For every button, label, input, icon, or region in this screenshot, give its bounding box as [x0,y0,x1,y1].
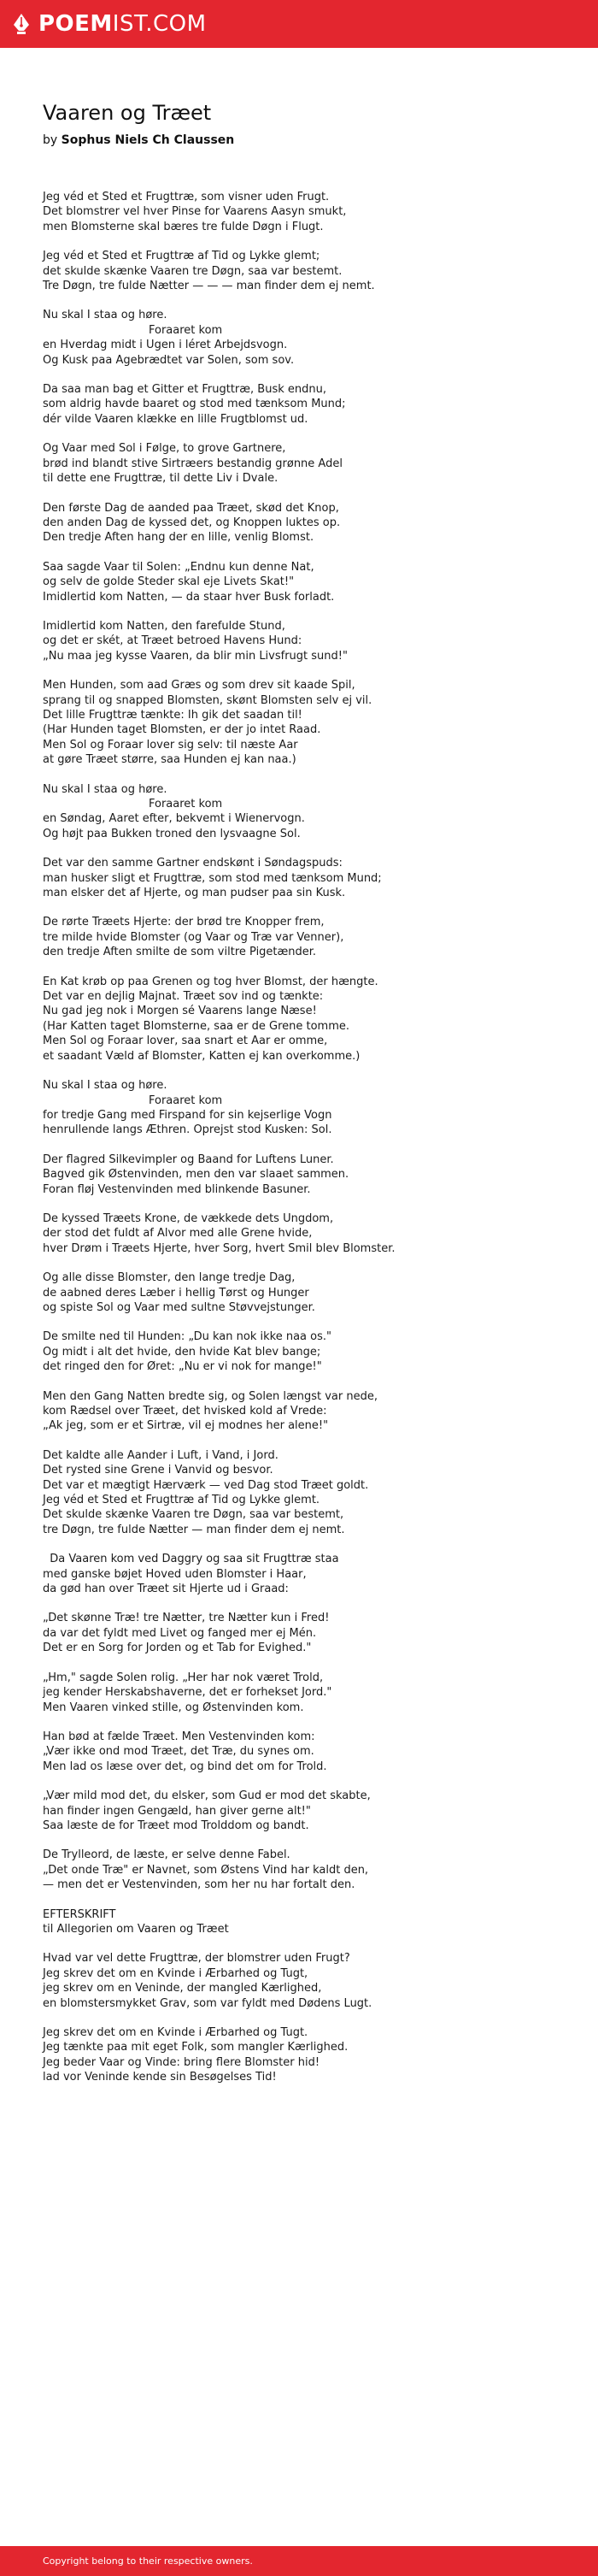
poem-line: Der flagred Silkevimpler og Baand for Luftens Luner. [43,1152,334,1166]
poem-line: Jeg skrev det om en Kvinde i Ærbarhed og Tugt. [43,2026,308,2039]
poem-line: Foran fløj Vestenvinden med blinkende Basuner. [43,1182,311,1196]
poem-line: Det var en dejlig Majnat. Træet sov ind og tænkte: [43,990,324,1004]
site-header [0,0,598,48]
poem-stanza [43,2025,555,2085]
poem-stanza [43,915,555,959]
poem-line: den tredje Aften smilte de som viltre Pigetænder. [43,946,317,959]
poem-line: og selv de golde Steder skal eje Livets Skat!" [43,575,295,589]
poem-line: „Hm," sagde Solen rolig. „Her har nok været Trold, [43,1671,324,1684]
poem-line: jeg kender Herskabshaverne, det er forhekset Jord." [43,1686,332,1700]
poem-title: Vaaren og Træet [43,101,212,125]
poem-line: kom Rædsel over Træet, det hvisked kold af Vrede: [43,1405,327,1418]
poem-stanza [43,1611,555,1655]
poem-line: der stod det fuldt af Alvor med alle Grene hvide, [43,1227,313,1241]
poem-line: Da saa man bag et Gitter et Frugttræ, Busk endnu, [43,383,326,397]
poem-line: Han bød at fælde Træet. Men Vestenvinden kom: [43,1730,315,1743]
poem-line: at gøre Træet større, saa Hunden ej kan naa.) [43,753,296,767]
poem-line: Det var den samme Gartner endskønt i Søndagspuds: [43,857,343,870]
poem-line: Og Vaar med Sol i Følge, to grove Gartnere, [43,442,286,456]
poem-line: en blomstersmykket Grav, som var fyldt med Dødens Lugt. [43,1996,372,2010]
poem-line: (Har Hunden taget Blomsten, er der jo intet Raad. [43,723,321,737]
poem-line: Saa læste de for Træet mod Trolddom og bandt. [43,1819,309,1832]
poem-line: Foraaret kom [43,1093,223,1107]
poem-line: Foraaret kom [43,798,223,811]
poem-line: Den første Dag de aanded paa Træet, skød det Knop, [43,501,339,515]
author-link[interactable]: Sophus Niels Ch Claussen [61,133,235,147]
poem-line: Imidlertid kom Natten, — da staar hver Busk forladt. [43,590,335,604]
poem-stanza [43,782,555,842]
poem-stanza [43,190,555,234]
poem-line: da var det fyldt med Livet og fanged mer ej Mén. [43,1626,317,1640]
poem-line: Den tredje Aften hang der en lille, venlig Blomst. [43,531,314,545]
poem-line: Nu gad jeg nok i Morgen sé Vaarens lange Næse! [43,1005,317,1018]
poem-line: (Har Katten taget Blomsterne, saa er de Grene tomme. [43,1019,349,1033]
poem-line: „Vær ikke ond mod Træet, det Træ, du synes om. [43,1745,314,1759]
poem-line: Imidlertid kom Natten, den farefulde Stund, [43,619,285,633]
poem-line: han finder ingen Gengæld, han giver gerne alt!" [43,1804,311,1818]
poem-line: tre milde hvide Blomster (og Vaar og Træ var Venner), [43,930,344,944]
poem-stanza [43,975,555,1064]
poem-line: Det blomstrer vel hver Pinse for Vaarens Aasyn smukt, [43,205,347,219]
poem-stanza [43,1270,555,1315]
poem-stanza [43,1211,555,1256]
poem-line: Men Hunden, som aad Græs og som drev sit kaade Spil, [43,679,355,693]
poem-line: Men Sol og Foraar lover sig selv: til næste Aar [43,738,298,752]
poem-line: Bagved gik Østenvinden, men den var slaaet sammen. [43,1168,349,1182]
poem-line: den anden Dag de kyssed det, og Knoppen luktes op. [43,516,341,529]
site-logo[interactable] [12,11,207,37]
logo-text-light: IST.COM [112,11,207,37]
poem-line: Hvad var vel dette Frugttræ, der blomstrer uden Frugt? [43,1952,350,1966]
poem-line: til Allegorien om Vaaren og Træet [43,1922,229,1936]
poem-stanza [43,1448,555,1537]
poem-line: dér vilde Vaaren klække en lille Frugtblomst ud. [43,412,308,426]
pen-nib-icon [12,13,31,35]
poem-line: de aabned deres Læber i hellig Tørst og Hunger [43,1286,309,1300]
poem-line: et saadant Væld af Blomster, Katten ej kan overkomme.) [43,1049,361,1063]
poem-line: Jeg véd et Sted et Frugttræ af Tid og Lykke glemt; [43,250,320,263]
poem-line: Det lille Frugttræ tænkte: Ih gik det saadan til! [43,708,302,722]
poem-line: — men det er Vestenvinden, som her nu har fortalt den. [43,1878,355,1892]
poem-line: med ganske bøjet Hoved uden Blomster i Haar, [43,1567,307,1581]
poem-line: Og højt paa Bukken troned den lysvaagne Sol. [43,827,301,840]
poem-line: Det kaldte alle Aander i Luft, i Vand, i Jord. [43,1448,278,1462]
poem-line: Jeg tænkte paa mit eget Folk, som mangler Kærlighed. [43,2041,349,2054]
poem-line: „Ak jeg, som er et Sirtræ, vil ej modnes her alene!" [43,1419,329,1433]
poem-line: brød ind blandt stive Sirtræers bestandig grønne Adel [43,457,343,470]
poem-line: man husker sligt et Frugttræ, som stod med tænksom Mund; [43,871,382,885]
poem-line: hver Drøm i Træets Hjerte, hver Sorg, hvert Smil blev Blomster. [43,1241,396,1255]
poem-stanza [43,1329,555,1374]
poem-line: Jeg véd et Sted et Frugttræ af Tid og Lykke glemt. [43,1494,320,1507]
poem-stanza [43,856,555,900]
poem-stanza [43,1552,555,1596]
poem-line: man elsker det af Hjerte, og man pudser paa sin Kusk. [43,887,346,900]
poem-line: „Nu maa jeg kysse Vaaren, da blir min Livsfrugt sund!" [43,649,348,663]
poem-line: De smilte ned til Hunden: „Du kan nok ikke naa os." [43,1330,331,1344]
poem-stanza [43,1789,555,1833]
poem-line: De rørte Træets Hjerte: der brød tre Knopper frem, [43,916,325,929]
poem-stanza [43,1951,555,2011]
poem-body [43,190,555,2085]
poem-stanza [43,501,555,545]
poem-line: Nu skal I staa og høre. [43,309,167,322]
poem-line: sprang til og snapped Blomsten, skønt Blomsten selv ej vil. [43,693,372,707]
poem-line: en Søndag, Aaret efter, bekvemt i Wienervogn. [43,812,305,826]
poem-line: tre Døgn, tre fulde Nætter — man finder dem ej nemt. [43,1523,345,1536]
poem-line: det ringed den for Øret: „Nu er vi nok for mange!" [43,1360,322,1374]
poem-stanza [43,308,555,368]
poem-line: Jeg beder Vaar og Vinde: bring flere Blomster hid! [43,2055,320,2069]
poem-line: En Kat krøb op paa Grenen og tog hver Blomst, der hængte. [43,975,378,988]
poem-line: og det er skét, at Træet betroed Havens Hund: [43,634,302,648]
poem-stanza [43,678,555,767]
poem-line: Jeg véd et Sted et Frugttræ, som visner uden Frugt. [43,191,330,203]
by-label: by [43,133,58,147]
poem-line: Nu skal I staa og høre. [43,782,167,796]
poem-line: Det rysted sine Grene i Vanvid og besvor. [43,1464,273,1477]
poem-line: „Det onde Træ" er Navnet, som Østens Vind har kaldt den, [43,1863,369,1877]
poem-stanza [43,382,555,427]
poem-line: „Vær mild mod det, du elsker, som Gud er mod det skabte, [43,1789,371,1803]
poem-line: Det var et mægtigt Hærværk — ved Dag stod Træet goldt. [43,1478,369,1492]
poem-line: Da Vaaren kom ved Daggry og saa sit Frugttræ staa [43,1553,339,1566]
poem-line: Tre Døgn, tre fulde Nætter — — — man finder dem ej nemt. [43,280,375,293]
poem-line: Og alle disse Blomster, den lange tredje Dag, [43,1271,296,1285]
copyright-text: Copyright belong to their respective owners. [43,2555,253,2567]
poem-line: for tredje Gang med Firspand for sin kejserlige Vogn [43,1108,332,1122]
poem-line: Foraaret kom [43,323,223,337]
poem-line: lad vor Veninde kende sin Besøgelses Tid! [43,2071,277,2084]
poem-line: henrullende langs Æthren. Oprejst stod Kusken: Sol. [43,1123,332,1137]
poem-stanza [43,1848,555,1892]
poem-line: til dette ene Frugttræ, til dette Liv i Dvale. [43,472,278,486]
poem-line: da gød han over Træet sit Hjerte ud i Graad: [43,1583,289,1596]
poem-line: Men Vaaren vinked stille, og Østenvinden kom. [43,1701,304,1714]
poem-stanza [43,619,555,663]
byline [43,132,555,149]
poem-line: Nu skal I staa og høre. [43,1079,167,1093]
poem-stanza [43,1730,555,1774]
poem-line: „Det skønne Træ! tre Nætter, tre Nætter kun i Fred! [43,1612,330,1625]
poem-stanza [43,1907,555,1937]
site-footer [0,2546,598,2576]
poem-line: det skulde skænke Vaaren tre Døgn, saa var bestemt. [43,264,343,278]
poem-line: EFTERSKRIFT [43,1907,116,1921]
poem-stanza [43,560,555,604]
poem-stanza [43,249,555,293]
logo-text-strong: POEM [38,11,113,37]
poem-stanza [43,1671,555,1715]
poem-line: og spiste Sol og Vaar med sultne Støvvejstunger. [43,1300,315,1314]
poem-stanza [43,1152,555,1197]
poem-line: De kyssed Træets Krone, de vækkede dets Ungdom, [43,1211,334,1225]
poem-line: De Trylleord, de læste, er selve denne Fabel. [43,1848,290,1862]
poem-line: Saa sagde Vaar til Solen: „Endnu kun denne Nat, [43,560,314,574]
poem-line: som aldrig havde baaret og stod med tænksom Mund; [43,398,346,411]
poem-line: Og Kusk paa Agebrædtet var Solen, som sov. [43,353,295,367]
poem-line: jeg skrev om en Veninde, der mangled Kærlighed, [43,1982,322,1995]
poem-line: Jeg skrev det om en Kvinde i Ærbarhed og Tugt, [43,1966,308,1980]
poem-line: Det skulde skænke Vaaren tre Døgn, saa var bestemt, [43,1508,344,1522]
poem-line: Og midt i alt det hvide, den hvide Kat blev bange; [43,1345,321,1359]
poem-line: men Blomsterne skal bæres tre fulde Døgn i Flugt. [43,220,324,233]
poem-content [0,99,598,2085]
poem-line: Det er en Sorg for Jorden og et Tab for Evighed." [43,1642,312,1655]
poem-stanza [43,441,555,486]
poem-line: Men den Gang Natten bredte sig, og Solen længst var nede, [43,1389,378,1403]
poem-line: en Hverdag midt i Ugen i léret Arbejdsvogn. [43,339,288,352]
poem-line: Men Sol og Foraar lover, saa snart et Aar er omme, [43,1035,328,1048]
poem-line: Men lad os læse over det, og bind det om for Trold. [43,1760,327,1773]
poem-stanza [43,1389,555,1434]
poem-stanza [43,1078,555,1138]
